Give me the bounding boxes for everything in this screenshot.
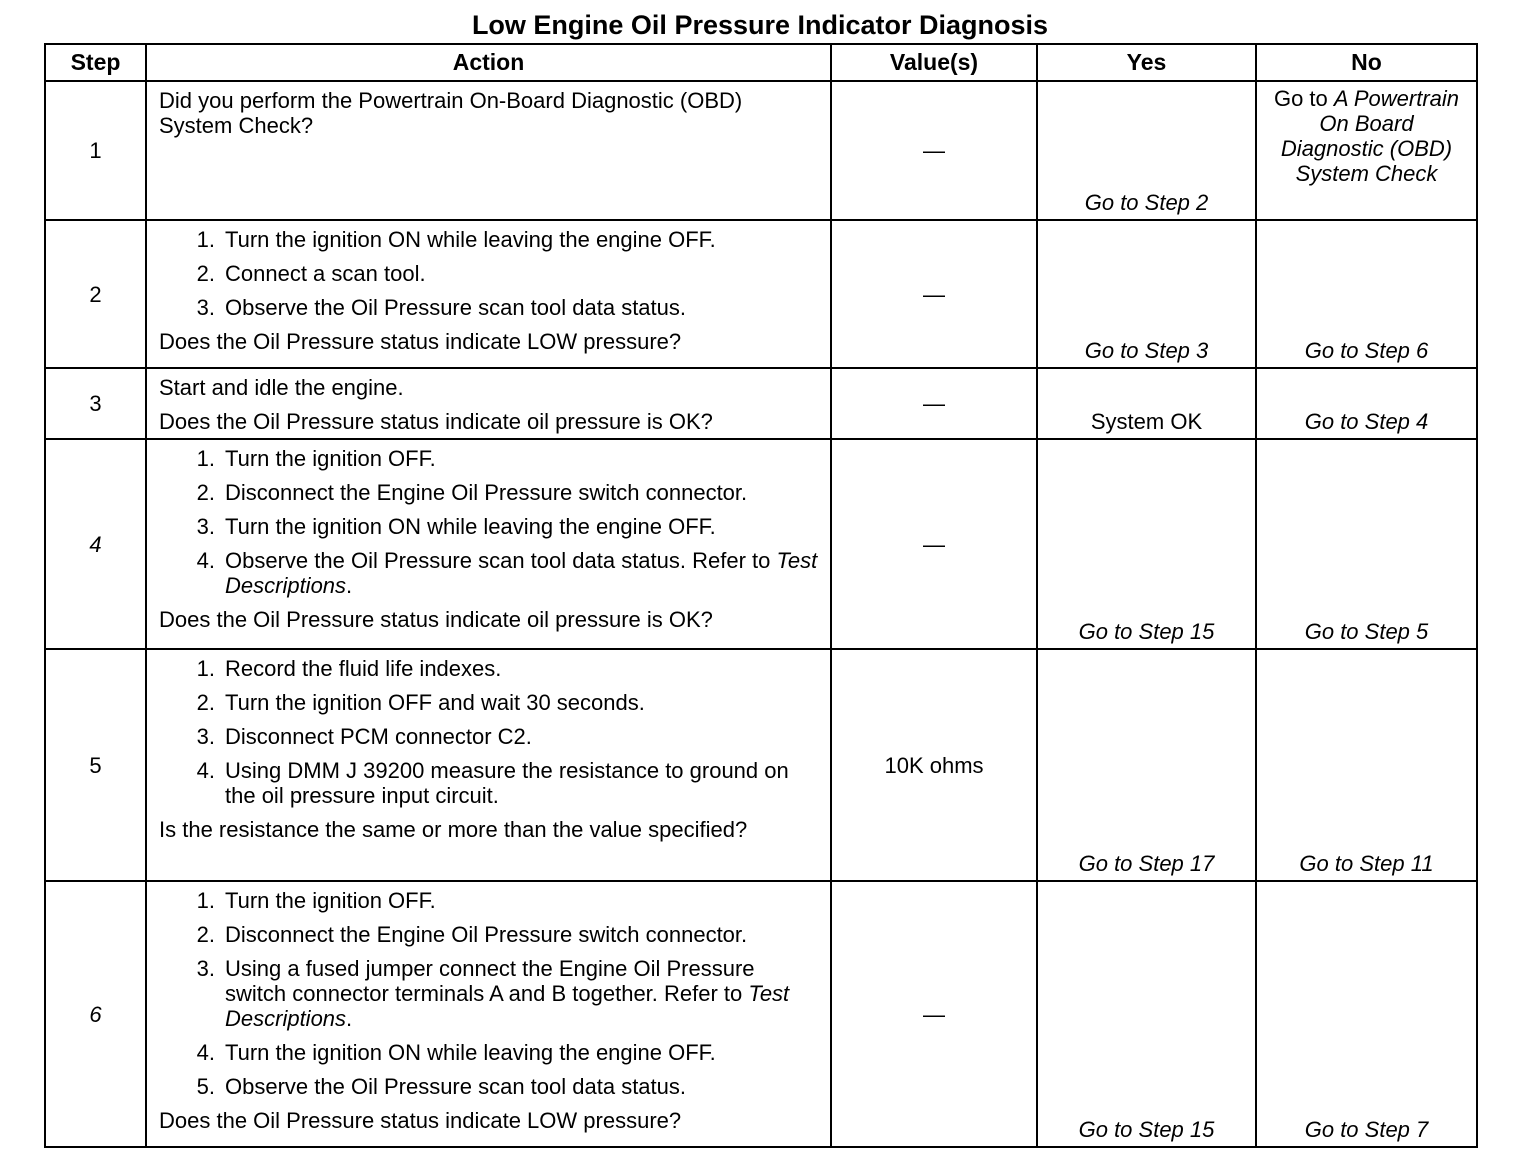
- value-cell: —: [831, 368, 1037, 439]
- header-no: No: [1256, 44, 1477, 81]
- text-segment: Go to Step 2: [1084, 190, 1209, 215]
- text-segment: Go to: [1273, 86, 1334, 111]
- action-cell: [146, 81, 831, 220]
- text-segment: Does the Oil Pressure status indicate oil pressure is OK?: [159, 607, 713, 632]
- no-result: [1256, 649, 1477, 881]
- item-text: [215, 690, 645, 715]
- action-cell: [146, 368, 831, 439]
- action-question: [159, 409, 818, 434]
- action-step-item: [159, 261, 818, 286]
- item-number: 3.: [196, 295, 215, 320]
- table-row: [45, 439, 1477, 649]
- action-step-item: [159, 446, 818, 471]
- item-number: 1.: [196, 446, 215, 471]
- item-text: [215, 261, 426, 286]
- item-number: 2.: [196, 261, 215, 286]
- text-segment: Disconnect the Engine Oil Pressure switch connector.: [225, 480, 748, 505]
- item-text: [215, 514, 716, 539]
- step-number: 4: [45, 439, 146, 649]
- text-segment: Test Descriptions: [225, 981, 790, 1031]
- text-segment: Turn the ignition ON while leaving the engine OFF.: [225, 514, 716, 539]
- action-question: [159, 607, 818, 632]
- header-yes: Yes: [1037, 44, 1256, 81]
- text-segment: Turn the ignition ON while leaving the engine OFF.: [225, 1040, 716, 1065]
- item-number: 2.: [196, 480, 215, 505]
- table-row: [45, 220, 1477, 368]
- text-segment: Disconnect PCM connector C2.: [225, 724, 532, 749]
- item-text: [215, 295, 686, 320]
- item-number: 3.: [196, 956, 215, 981]
- action-step-item: [159, 514, 818, 539]
- action-step-item: [159, 548, 818, 598]
- action-step-item: [159, 922, 818, 947]
- table-row: [45, 881, 1477, 1147]
- action-line: [159, 88, 818, 138]
- text-segment: Using DMM J 39200 measure the resistance to ground on the oil pressure input circuit.: [225, 758, 789, 808]
- item-number: 3.: [196, 724, 215, 749]
- item-text: [215, 888, 436, 913]
- item-number: 4.: [196, 758, 215, 783]
- action-step-item: [159, 1040, 818, 1065]
- item-text: [215, 548, 818, 598]
- action-step-item: [159, 956, 818, 1031]
- document-title: Low Engine Oil Pressure Indicator Diagnosis: [471, 10, 1049, 40]
- text-segment: Go to Step 15: [1078, 1117, 1215, 1142]
- item-number: 4.: [196, 548, 215, 573]
- item-number: 4.: [196, 1040, 215, 1065]
- header-step: Step: [45, 44, 146, 81]
- text-segment: Does the Oil Pressure status indicate LOW pressure?: [159, 1108, 682, 1133]
- text-segment: Go to Step 7: [1304, 1117, 1429, 1142]
- value-cell: —: [831, 881, 1037, 1147]
- step-number: 3: [45, 368, 146, 439]
- diagnosis-table: [44, 43, 1478, 1148]
- item-number: 3.: [196, 514, 215, 539]
- action-cell: [146, 220, 831, 368]
- value-cell: —: [831, 439, 1037, 649]
- yes-result: [1037, 881, 1256, 1147]
- text-segment: .: [346, 573, 353, 598]
- step-number: 1: [45, 81, 146, 220]
- table-row: [45, 649, 1477, 881]
- yes-result: [1037, 81, 1256, 220]
- yes-result: [1037, 220, 1256, 368]
- item-number: 1.: [196, 227, 215, 252]
- yes-result: [1037, 649, 1256, 881]
- text-segment: Go to Step 15: [1078, 619, 1215, 644]
- text-segment: Turn the ignition OFF and wait 30 seconds.: [225, 690, 645, 715]
- item-number: 1.: [196, 656, 215, 681]
- text-segment: Go to Step 11: [1299, 851, 1434, 876]
- text-segment: Turn the ignition OFF.: [225, 888, 436, 913]
- text-segment: Disconnect the Engine Oil Pressure switch connector.: [225, 922, 748, 947]
- action-step-item: [159, 227, 818, 252]
- action-question: [159, 817, 818, 842]
- action-step-item: [159, 656, 818, 681]
- text-segment: Test Descriptions: [225, 548, 818, 598]
- action-step-item: [159, 690, 818, 715]
- action-cell: [146, 649, 831, 881]
- text-segment: Observe the Oil Pressure scan tool data status.: [225, 295, 687, 320]
- text-segment: Turn the ignition ON while leaving the engine OFF.: [225, 227, 716, 252]
- item-text: [215, 1040, 716, 1065]
- no-result: [1256, 220, 1477, 368]
- header-row: [45, 44, 1477, 81]
- yes-result: [1037, 368, 1256, 439]
- item-text: [215, 724, 532, 749]
- action-step-item: [159, 758, 818, 808]
- item-text: [215, 758, 818, 808]
- no-result: [1256, 368, 1477, 439]
- text-segment: Turn the ignition OFF.: [225, 446, 436, 471]
- text-segment: Connect a scan tool.: [225, 261, 426, 286]
- text-segment: Does the Oil Pressure status indicate oil pressure is OK?: [159, 409, 713, 434]
- action-step-item: [159, 295, 818, 320]
- text-segment: Go to Step 5: [1304, 619, 1429, 644]
- action-question: [159, 1108, 818, 1133]
- action-step-item: [159, 724, 818, 749]
- text-segment: Go to Step 17: [1078, 851, 1215, 876]
- action-step-item: [159, 1074, 818, 1099]
- text-segment: Record the fluid life indexes.: [225, 656, 502, 681]
- action-step-item: [159, 480, 818, 505]
- text-segment: Did you perform the Powertrain On-Board Diagnostic (OBD) System Check?: [159, 88, 743, 138]
- action-cell: [146, 439, 831, 649]
- item-text: [215, 1074, 686, 1099]
- item-number: 2.: [196, 690, 215, 715]
- text-segment: Using a fused jumper connect the Engine Oil Pressure switch connector terminals A and B together. Refer to: [225, 956, 755, 1006]
- text-segment: Observe the Oil Pressure scan tool data status. Refer to: [225, 548, 777, 573]
- no-result: [1256, 439, 1477, 649]
- yes-result: [1037, 439, 1256, 649]
- table-row: [45, 368, 1477, 439]
- text-segment: Is the resistance the same or more than the value specified?: [159, 817, 748, 842]
- step-number: 2: [45, 220, 146, 368]
- text-segment: Observe the Oil Pressure scan tool data status.: [225, 1074, 687, 1099]
- item-text: [215, 446, 436, 471]
- action-step-item: [159, 888, 818, 913]
- value-cell: —: [831, 81, 1037, 220]
- item-text: [215, 956, 818, 1031]
- header-action: Action: [146, 44, 831, 81]
- step-number: 6: [45, 881, 146, 1147]
- value-cell: —: [831, 220, 1037, 368]
- text-segment: Go to Step 3: [1084, 338, 1209, 363]
- text-segment: Go to Step 6: [1304, 338, 1429, 363]
- text-segment: .: [346, 1006, 353, 1031]
- no-result: [1256, 81, 1477, 220]
- table-row: [45, 81, 1477, 220]
- action-question: [159, 329, 818, 354]
- text-segment: Does the Oil Pressure status indicate LOW pressure?: [159, 329, 682, 354]
- item-number: 1.: [196, 888, 215, 913]
- value-cell: 10K ohms: [831, 649, 1037, 881]
- item-number: 5.: [196, 1074, 215, 1099]
- item-number: 2.: [196, 922, 215, 947]
- item-text: [215, 227, 716, 252]
- no-result: [1256, 881, 1477, 1147]
- text-segment: A Powertrain On Board Diagnostic (OBD) System Check: [1280, 86, 1460, 186]
- item-text: [215, 480, 747, 505]
- header-values: Value(s): [831, 44, 1037, 81]
- action-line: [159, 375, 818, 400]
- item-text: [215, 656, 501, 681]
- text-segment: Go to Step 4: [1304, 409, 1429, 434]
- text-segment: System OK: [1090, 409, 1203, 434]
- text-segment: Start and idle the engine.: [159, 375, 404, 400]
- action-cell: [146, 881, 831, 1147]
- item-text: [215, 922, 747, 947]
- step-number: 5: [45, 649, 146, 881]
